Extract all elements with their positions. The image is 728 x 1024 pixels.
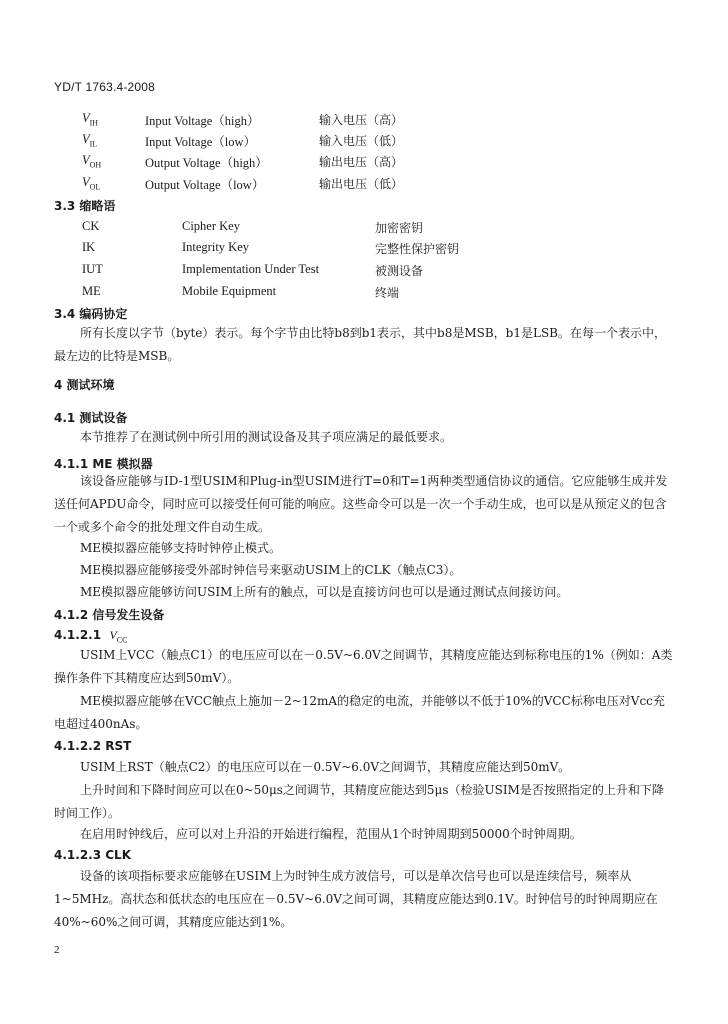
symbol: $V_{OH}$ [82,153,102,170]
paragraph: ME模拟器应能够在VCC触点上施加－2~12mA的稳定的电流，并能够以不低于10%的VCC标称电压对Vcc充电超过400nAs。 [54,694,665,731]
section-heading: 3.4 编码协定 [54,307,128,321]
symbol-english: Input Voltage（low） [145,135,256,149]
document-id: YD/T 1763.4-2008 [54,80,156,94]
section-heading: 3.3 缩略语 [54,199,116,213]
abbreviation: IUT [82,262,103,276]
symbol-english: Output Voltage（low） [145,178,265,192]
section-heading: 4.1 测试设备 [54,411,128,425]
paragraph: USIM上VCC（触点C1）的电压应可以在－0.5V~6.0V之间调节，其精度应能达到标称电压的1%（例如：A类操作条件下其精度应达到50mV）。 [54,648,673,685]
section-heading: 4.1.1 ME 模拟器 [54,457,153,471]
paragraph: 在启用时钟线后，应可以对上升沿的开始进行编程，范围从1个时钟周期到50000个时钟周期。 [80,827,582,841]
abbreviation-english: Implementation Under Test [182,262,320,276]
symbol-chinese: 输出电压（低） [319,177,404,191]
section-heading: 4.1.2.1 $V_{CC}$ [54,628,128,645]
symbol-chinese: 输出电压（高） [319,155,404,169]
page-number: 2 [54,944,60,956]
symbol-chinese: 输入电压（低） [319,134,404,148]
abbreviation-chinese: 加密密钥 [375,221,424,235]
abbreviation-english: Integrity Key [182,240,249,254]
abbreviation-chinese: 终端 [375,286,400,300]
paragraph: ME模拟器应能够访问USIM上所有的触点，可以是直接访问也可以是通过测试点间接访问。 [80,585,569,599]
section-heading: 4.1.2 信号发生设备 [54,608,165,622]
paragraph: 所有长度以字节（byte）表示。每个字节由比特b8到b1表示，其中b8是MSB，b1是LSB。在每一个表示中，最左边的比特是MSB。 [54,326,666,363]
abbreviation: ME [82,284,101,298]
paragraph: ME模拟器应能够支持时钟停止模式。 [80,541,282,555]
paragraph: USIM上RST（触点C2）的电压应可以在－0.5V~6.0V之间调节，其精度应能达到50mV。 [80,760,571,774]
abbreviation: CK [82,219,100,233]
symbol-english: Output Voltage（high） [145,156,268,170]
section-heading: 4.1.2.3 CLK [54,848,132,862]
abbreviation-english: Mobile Equipment [182,284,277,298]
paragraph: 该设备应能够与ID-1型USIM和Plug-in型USIM进行T=0和T=1两种类型通信协议的通信。它应能够生成并发送任何APDU命令，同时应可以接受任何可能的响应。这些命令可以是一次一个手动生成，也可以是从预定义的包含一个或多个命令的批处理文件自动生成。 [54,474,668,534]
symbol: $V_{OL}$ [82,175,101,192]
paragraph: ME模拟器应能够接受外部时钟信号来驱动USIM上的CLK（触点C3）。 [80,563,462,577]
abbreviation-chinese: 被测设备 [375,264,424,278]
symbol: $V_{IH}$ [82,111,99,128]
abbreviation-chinese: 完整性保护密钥 [375,242,460,256]
paragraph: 设备的该项指标要求应能够在USIM上为时钟生成方波信号，可以是单次信号也可以是连续信号，频率从1~5MHz。高状态和低状态的电压应在－0.5V~6.0V之间可调，其精度应能达到0.1V。时钟信号的时钟周期应在40%~60%之间可调，其精度应能达到1%。 [54,869,658,929]
abbreviation: IK [82,240,96,254]
paragraph: 上升时间和下降时间应可以在0~50μs之间调节，其精度应能达到5μs（检验USIM是否按照指定的上升和下降时间工作）。 [54,783,664,820]
symbol-english: Input Voltage（high） [145,114,260,128]
symbol: $V_{IL}$ [82,132,98,149]
abbreviation-english: Cipher Key [182,219,240,233]
section-heading: 4.1.2.2 RST [54,739,132,753]
paragraph: 本节推荐了在测试例中所引用的测试设备及其子项应满足的最低要求。 [80,430,453,444]
symbol-chinese: 输入电压（高） [319,113,404,127]
chapter-heading: 4 测试环境 [54,378,115,392]
